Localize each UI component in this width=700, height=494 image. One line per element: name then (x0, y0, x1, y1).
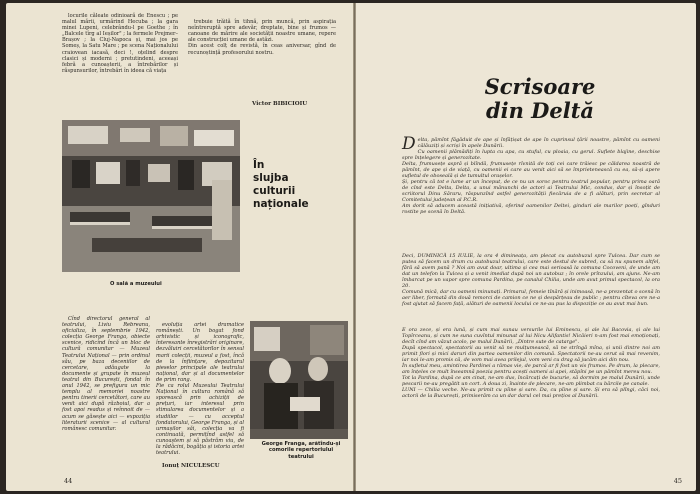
section-heading-line-3: culturii (253, 185, 296, 197)
section-heading-line-2: slujba (253, 172, 289, 184)
spread (6, 3, 696, 491)
article-title-line-1: Scrisoare (484, 74, 596, 99)
body-text-1: Deci, DUMINICĂ 15 IULIE, la ora 4 dimineața, am plecat cu autobuzul spre Tulcea. Dar cum se putea să facem un drum cu autobuzul teatrului, care este destul de subred, ca să nu spunem altfel, fără să avem pană ? Noi am avut doar, ultima și cea mai serioasă la comuna Cocoveni, de unde am dat un telefon la Tulcea și a venit imediat după noi un autobuz ; în orele prînzului, am ajuns. Ne-am îmbarcat pe un vapor spre comuna Pardina, pe canalul Chilia, unde am avut primul spectacol, la ora 20. Comună mică, dar cu oameni minunați. Primarul, femeie tînără și inimoasă, ne-a prezentat o scenă în aer liber, formată din două remorci de camion ce ne și despărțeau de public ; pentru cîteva ore ne-a fost ajutat să facem față, alături de oamenii locului ce ne-au pus la dispoziție ce au avut mai bun. (402, 253, 660, 307)
museum-hall-image (62, 120, 240, 272)
article-title-line-2: din Deltă (485, 98, 595, 123)
left-top-column-2 (188, 13, 336, 62)
author-top: Victor BIBICIOIU (252, 101, 308, 107)
left-bottom-text-2: evoluția artei dramatice românești. Un bogat fond arhivistic și iconografic, înteresante înregistrări originare, dezvăluiri cercetătorilor în sensul marii colecții, muzeul a fost, încă de la înființare, depozitarul pieselor principale ale teatrului național, dar și al documentelor de prim rang. Fie ca rolul Muzeului Teatrului Național în cultura română să sporească prin achiziții de prețuri, iar interesul prin stimularea documentelor și a studiilor — cu acceptul fondatorului, George Franga, și al urmașilor săi, colecția va fi continuată, permițînd astfel să cunoaștem și să păstrăm viu, de la rădăcini, bogăția și istoria artei teatrului. (156, 322, 244, 457)
section-heading-line-4: naționale (253, 198, 309, 210)
left-page (6, 3, 353, 491)
article-body-2 (402, 321, 660, 399)
page-number-right: 45 (673, 477, 682, 485)
franga-image (250, 321, 348, 439)
drop-cap: D (402, 134, 416, 154)
left-bottom-text-1: Cînd directorul general al teatrului, Liviu Rebreanu, oficializa, în septembrie 1942, colecția George Franga, obiecte scenice, ridicînd încă un bloc de cultură comunitar — Muzeul Teatrului Național — prin ordinul său, pe baza deceniilor de cercetare, adăugate la documente și grupate în muzeul teatral din București, fondat în anul 1942, se prefigura un mic templu al memoriei noastre pentru tinerii cercetători, care au venit aici după războiul, dar a fost apoi readus și reînnoit de — acum se găsește aici — expoziția literaturii scenice — al cultural românesc comunitar. (62, 316, 150, 432)
left-bottom-column-1 (62, 316, 150, 432)
franga-caption: George Franga, arătîndu-și comorile repertoriului teatrului (261, 441, 341, 460)
museum-hall-photo (62, 120, 240, 272)
article-intro (402, 131, 660, 215)
article-body-1 (402, 247, 660, 307)
intro-text: elta, pămînt făgăduit de ape și înfățișat de ape în cuprinsul țării noastre, pămînt cu oameni călăuziți și scriși în apele Dunării. Cu oamenii plămădiți în lupta cu apa, cu stuful, cu ploaia, cu gerul. Suflete blajine, deschise spre înțelegere și generozitate. Delta, frumusețe aspră și blîndă, frumusețe rîvnită de toți cei care trăiesc pe căldarea noastră de pămînt, de ape și de viață, cu oamenii ei care au venit aici să se împrietenească cu ea, să-și apere sufletul de oboseală și de tumultul orașelor. Și, pentru că tot e lume ar un început, de ce nu un soroc pentru teatrul popular, pentru prima oară de cînd este Delta, Delta, a unui mănunchi de actori ai Teatrului Mic, condus, dar și însoțit de scriitorul Dinu Săraru, răspunzînd astfel generozității fiecăruia de a fi alături, prin secretar al Comitetului județean al P.C.R. Am dorit să aducem această inițiativă, oferind oamenilor Deltei, ginduri ale marilor poeți, gînduri rostite pe scenă în Deltă. (402, 137, 660, 215)
section-heading (253, 159, 309, 211)
right-page (356, 3, 696, 491)
left-bottom-column-2 (156, 316, 244, 462)
left-top-text-2: trebuie trăită în tihnă, prin muncă, prin aspirația neîntreruptă spre adevăr, dreptate, bine și frumos — canoane de mărire ale societății noastre umane, repere ale construcției umane de astăzi. Din acest colț de revistă, în ceas aniversar, gînd de recunoștință profesorului nostru. (188, 19, 336, 56)
museum-hall-caption: O sală a muzeului (110, 281, 162, 287)
section-heading-line-1: În (253, 159, 265, 171)
body-text-2: E ora zece, și era lună, și cum mai sunau versurile lui Eminescu, și ale lui Bacovia, și ale lui Topîrceanu, și cum ne suna cuvîntul minunat al lui Nicu Alifantis! Nicăieri n-am fost mai emoționați, decît cînd am văzut acolo, pe malul Dunării, „Dintre sute de catarge". După spectacol, spectatorii au venit să ne mulțumească, să ne strîngă mîna, și unii dintre noi am primit flori și mici daruri din partea oamenilor din comună. Spectatorii ne-au cerut să mai revenim, iar noi le-am promis că, de vom mai avea prilejul, vom veni cu drag să jucăm aici din nou. În sufletul meu, amintirea Pardinei a rămas vie, de parcă ar fi fost un vis frumos. Pe drum, la plecare, am înțeles ce mult înseamnă poezia pentru acești oameni ai apei, stăpîni pe un pămînt mereu nou. Tot la Pardina, după ce am cinat, ne-am dus, încărcați de bucurie, să dormim pe malul Dunării, unde pescarii ne-au pregătit un cort. A doua zi, înainte de plecare, ne-am plimbat cu bărcile pe canale. LUNI — Chilia veche. Ne-au primit cu pîine și sare. Da, cu pîine și sare. Și era să plîngi, căci noi, actorii de la București, primiserăm ca un dar darul cel mai prețios al Dunării. (402, 327, 660, 399)
left-top-text-1: locurile căleate odinioară de Enescu ; pe malul mării, urmărind Hecuba ; la gara minei Lupeni, celebrându-l pe Goethe ; în „Balcele tîrg al Ieșilor" ; la fermele Prejmer–Brașov ; la Cluj-Napoca și, mai jos pe Someș, la Satu Mare ; pe scena Naționalului craiovean iacasă, deci !, oțelind despre clasici și moderni ; pretutindeni, aceeași febră a cunoașterii, a întrebărilor și răspunsurilor, întrebări în ideea că viața (62, 13, 178, 74)
author-bottom: Ionuț NICULESCU (162, 463, 220, 469)
left-top-column-1 (62, 13, 178, 74)
franga-photo (250, 321, 348, 439)
article-title (420, 75, 660, 123)
page-number-left: 44 (64, 477, 73, 485)
